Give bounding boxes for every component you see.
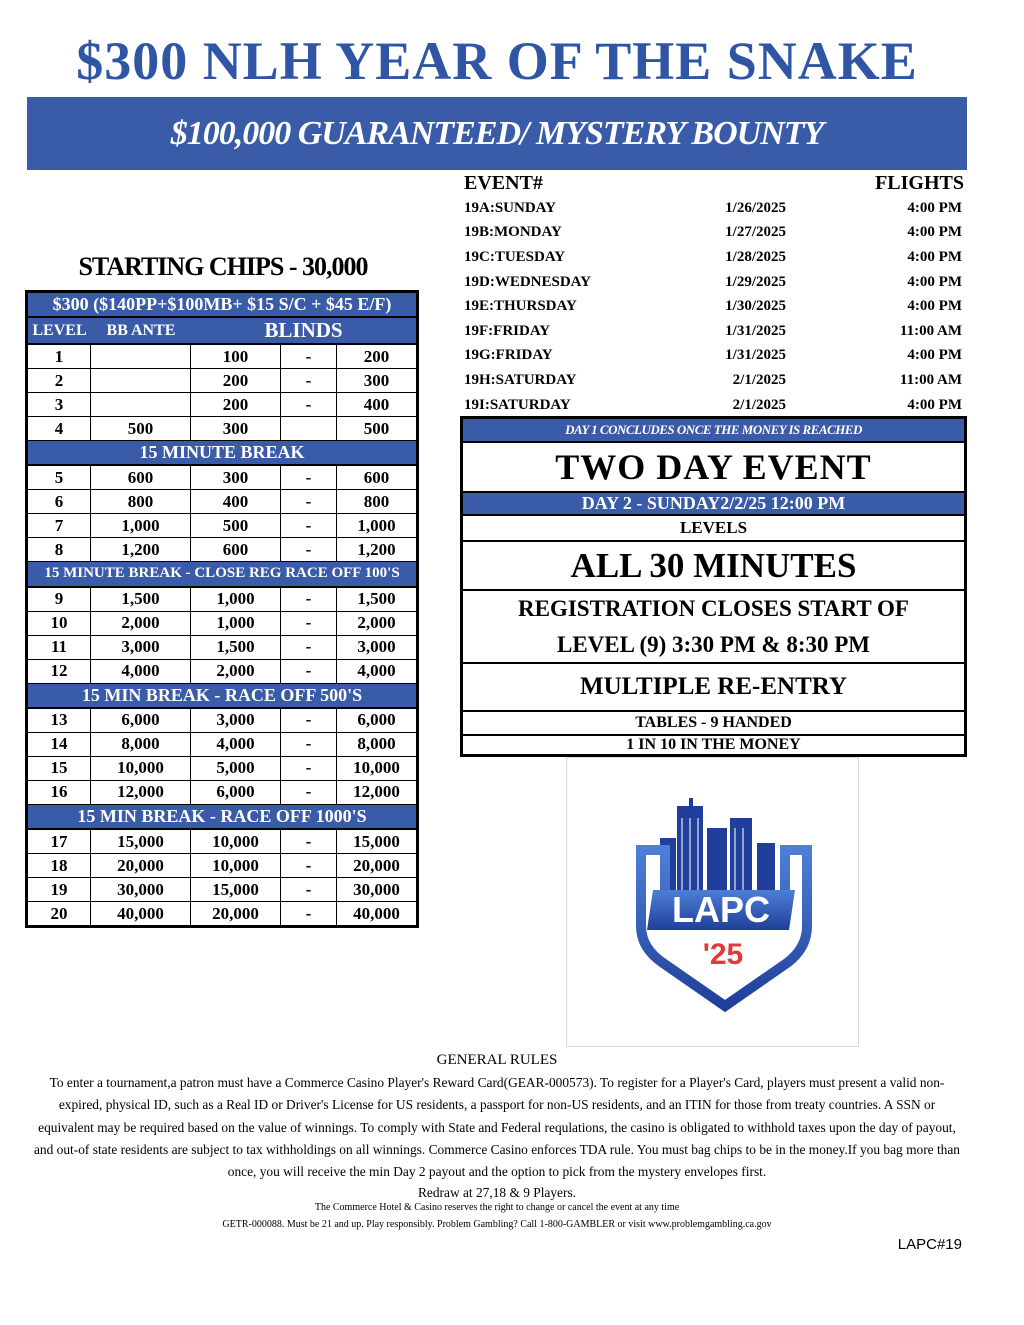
flight-name: 19A:SUNDAY [464,199,556,216]
flight-row [462,270,966,295]
registration-line-1: REGISTRATION CLOSES START OF [518,595,909,621]
event-number-header: EVENT# [464,172,543,194]
small-blind: 100 [191,345,281,368]
level-row [28,514,416,538]
blind-separator: - [281,709,337,732]
blind-separator: - [281,757,337,780]
bb-ante: 600 [91,466,191,489]
big-blind: 1,500 [357,589,396,609]
bb-ante: 8,000 [91,733,191,756]
blind-separator: - [281,466,337,489]
logo-year: '25 [702,938,744,971]
blind-separator: - [281,636,337,659]
flight-time: 4:00 PM [907,273,962,290]
big-blind: 600 [363,467,390,487]
bb-ante: 12,000 [91,781,191,804]
flight-time: 4:00 PM [907,199,962,216]
big-blind: 8,000 [357,734,396,754]
buyin-text: $300 ($140PP+$100MB+ $15 S/C + $45 E/F) [52,294,392,315]
bb-ante: 20,000 [91,854,191,877]
break-row [28,562,416,587]
flight-row [462,319,966,344]
big-blind: 1,200 [357,539,396,559]
small-blind: 2,000 [191,660,281,683]
small-blind: 400 [191,490,281,513]
event-info-box [460,416,967,757]
gambling-note: GETR-000088. Must be 21 and up. Play responsibly. Problem Gambling? Call 1-800-GAMBLER or visit www.problemgambling.ca.gov [222,1219,772,1230]
blind-separator: - [281,733,337,756]
payout-info: 1 IN 10 IN THE MONEY [626,736,801,754]
break-row [28,805,416,830]
blind-separator: - [281,660,337,683]
bb-ante: 800 [91,490,191,513]
small-blind: 15,000 [191,878,281,901]
flight-date: 1/31/2025 [725,347,786,364]
flight-time: 4:00 PM [907,224,962,241]
flights-label: FLIGHTS [875,172,964,194]
day2-schedule: DAY 2 - SUNDAY2/2/25 12:00 PM [463,493,964,517]
big-blind: 10,000 [353,758,400,778]
level-number: 13 [28,709,91,732]
level-number: 4 [28,417,91,440]
day1-note: DAY 1 CONCLUDES ONCE THE MONEY IS REACHED [463,419,964,443]
flight-time: 4:00 PM [907,248,962,265]
blind-separator: - [281,393,337,416]
level-row [28,588,416,612]
flight-date: 2/1/2025 [732,371,786,388]
bb-ante: 1,200 [91,538,191,561]
flight-date: 1/27/2025 [725,224,786,241]
big-blind: 1,000 [357,515,396,535]
flight-name: 19H:SATURDAY [464,371,577,388]
big-blind: 6,000 [357,710,396,730]
level-number: 7 [28,514,91,537]
small-blind: 1,500 [191,636,281,659]
flights-header [462,172,966,196]
small-blind: 200 [191,393,281,416]
bb-ante [91,393,191,416]
bb-ante: 500 [91,417,191,440]
level-row [28,393,416,417]
flight-time: 11:00 AM [899,322,962,339]
big-blind: 200 [363,346,390,366]
level-number: 9 [28,588,91,611]
level-row [28,612,416,636]
level-number: 17 [28,830,91,853]
small-blind: 300 [191,417,281,440]
big-blind: 500 [363,418,390,438]
flight-date: 2/1/2025 [732,396,786,413]
rules-title: GENERAL RULES [436,1052,558,1068]
flight-row [462,368,966,393]
blind-structure-table [25,290,419,928]
bb-ante: 2,000 [91,612,191,635]
bb-ante: 15,000 [91,830,191,853]
flight-row [462,221,966,246]
bb-ante: 3,000 [91,636,191,659]
buyin-row [28,293,416,318]
level-row [28,854,416,878]
rules-body: To enter a tournament,a patron must have a Commerce Casino Player's Reward Card(GEAR-000573). To register for a Player's Card, players must present a valid non-expired, physical ID, such as a Real ID or Driver's License for US residents, a passport for non-US residents, and an ITIN for those from treaty countries. A SSN or equivalent may be required based on the value of winnings. To comply with State and Federal requlations, the casino is obligated to withhold taxes upon the day of payout, and out-of state residents are subject to tax withholdings on all winnings. Commerce Casino enforces TDA rule. You must bag chips to be in the money.If you bag more than once, you will receive the min Day 2 payout and the option to pick from the mystery envelopes first. [33,1075,960,1180]
big-blind: 12,000 [353,782,400,802]
flight-time: 4:00 PM [907,347,962,364]
small-blind: 10,000 [191,854,281,877]
level-number: 3 [28,393,91,416]
small-blind: 10,000 [191,830,281,853]
reserve-note: The Commerce Hotel & Casino reserves the right to change or cancel the event at any time [314,1202,680,1213]
level-number: 19 [28,878,91,901]
flight-name: 19B:MONDAY [464,224,562,241]
flights-schedule [462,172,966,417]
small-blind: 300 [191,466,281,489]
blinds-header: BLINDS [264,318,343,343]
flight-row [462,245,966,270]
small-blind: 4,000 [191,733,281,756]
flight-date: 1/31/2025 [725,322,786,339]
flight-row [462,196,966,221]
blind-separator: - [281,781,337,804]
flight-row [462,393,966,418]
level-number: 20 [28,902,91,925]
break-label: 15 MINUTE BREAK [139,442,305,463]
level-row [28,757,416,781]
blind-separator: - [281,830,337,853]
lapc-logo [566,757,859,1047]
level-number: 15 [28,757,91,780]
level-number: 18 [28,854,91,877]
level-row [28,733,416,757]
level-row [28,636,416,660]
flight-date: 1/28/2025 [725,248,786,265]
registration-close [463,591,964,665]
small-blind: 5,000 [191,757,281,780]
bb-ante: 40,000 [91,902,191,925]
level-row [28,490,416,514]
level-number: 8 [28,538,91,561]
level-number: 5 [28,466,91,489]
guarantee-banner: $100,000 GUARANTEED/ MYSTERY BOUNTY [27,97,967,170]
redraw-note: Redraw at 27,18 & 9 Players. [417,1185,577,1200]
blind-separator: - [281,878,337,901]
level-row [28,830,416,854]
flight-name: 19G:FRIDAY [464,347,553,364]
level-row [28,878,416,902]
level-number: 6 [28,490,91,513]
big-blind: 300 [363,370,390,390]
ante-header: BB ANTE [106,321,176,339]
level-number: 12 [28,660,91,683]
big-blind: 15,000 [353,831,400,851]
bb-ante: 1,000 [91,514,191,537]
levels-label: LEVELS [463,516,964,542]
level-row [28,466,416,490]
small-blind: 3,000 [191,709,281,732]
blind-separator: - [281,514,337,537]
level-row [28,538,416,562]
flight-name: 19E:THURSDAY [464,298,577,315]
big-blind: 800 [363,491,390,511]
break-row [28,684,416,709]
small-blind: 1,000 [191,588,281,611]
blind-separator: - [281,345,337,368]
small-blind: 1,000 [191,612,281,635]
break-label: 15 MINUTE BREAK - CLOSE REG RACE OFF 100'S [44,565,400,582]
flight-name: 19C:TUESDAY [464,248,566,265]
big-blind: 20,000 [353,855,400,875]
bb-ante: 1,500 [91,588,191,611]
level-number: 10 [28,612,91,635]
bb-ante: 4,000 [91,660,191,683]
starting-chips: STARTING CHIPS - 30,000 [78,252,368,281]
flight-time: 11:00 AM [899,371,962,388]
flight-row [462,344,966,369]
big-blind: 40,000 [353,903,400,923]
level-row [28,369,416,393]
bb-ante [91,369,191,392]
bb-ante: 10,000 [91,757,191,780]
level-number: 16 [28,781,91,804]
blind-separator: - [281,854,337,877]
level-header: LEVEL [32,321,87,339]
lapc-shield-logo [567,758,858,1046]
flight-time: 4:00 PM [907,298,962,315]
table-header [28,318,416,345]
flight-name: 19F:FRIDAY [464,322,551,339]
big-blind: 30,000 [353,879,400,899]
blind-separator: - [281,490,337,513]
level-number: 1 [28,345,91,368]
level-number: 14 [28,733,91,756]
page-title: $300 NLH YEAR OF THE SNAKE [76,31,918,91]
blind-separator: - [281,588,337,611]
flight-time: 4:00 PM [907,396,962,413]
level-number: 2 [28,369,91,392]
level-row [28,902,416,925]
break-row [28,441,416,466]
big-blind: 2,000 [357,613,396,633]
level-row [28,709,416,733]
event-code: LAPC#19 [897,1236,962,1253]
logo-text: LAPC [672,889,770,930]
level-row [28,781,416,805]
small-blind: 20,000 [191,902,281,925]
level-number: 11 [28,636,91,659]
bb-ante [91,345,191,368]
blind-separator: - [281,612,337,635]
blind-separator [281,417,337,440]
big-blind: 400 [363,394,390,414]
level-duration: ALL 30 MINUTES [463,542,964,591]
two-day-event: TWO DAY EVENT [463,443,964,493]
flight-name: 19I:SATURDAY [464,396,571,413]
small-blind: 6,000 [191,781,281,804]
break-label: 15 MIN BREAK - RACE OFF 1000'S [77,805,367,826]
registration-line-2: LEVEL (9) 3:30 PM & 8:30 PM [556,631,870,657]
tables-info: TABLES - 9 HANDED [463,712,964,736]
flight-date: 1/29/2025 [725,273,786,290]
flight-date: 1/30/2025 [725,298,786,315]
bb-ante: 6,000 [91,709,191,732]
bb-ante: 30,000 [91,878,191,901]
level-row [28,660,416,684]
reentry-info: MULTIPLE RE-ENTRY [463,664,964,712]
blind-separator: - [281,902,337,925]
big-blind: 3,000 [357,637,396,657]
level-row [28,417,416,441]
small-blind: 500 [191,514,281,537]
small-blind: 600 [191,538,281,561]
flight-name: 19D:WEDNESDAY [464,273,591,290]
blind-separator: - [281,538,337,561]
big-blind: 4,000 [357,661,396,681]
blind-separator: - [281,369,337,392]
flight-row [462,294,966,319]
small-blind: 200 [191,369,281,392]
break-label: 15 MIN BREAK - RACE OFF 500'S [81,684,363,705]
flight-date: 1/26/2025 [725,199,786,216]
level-row [28,345,416,369]
